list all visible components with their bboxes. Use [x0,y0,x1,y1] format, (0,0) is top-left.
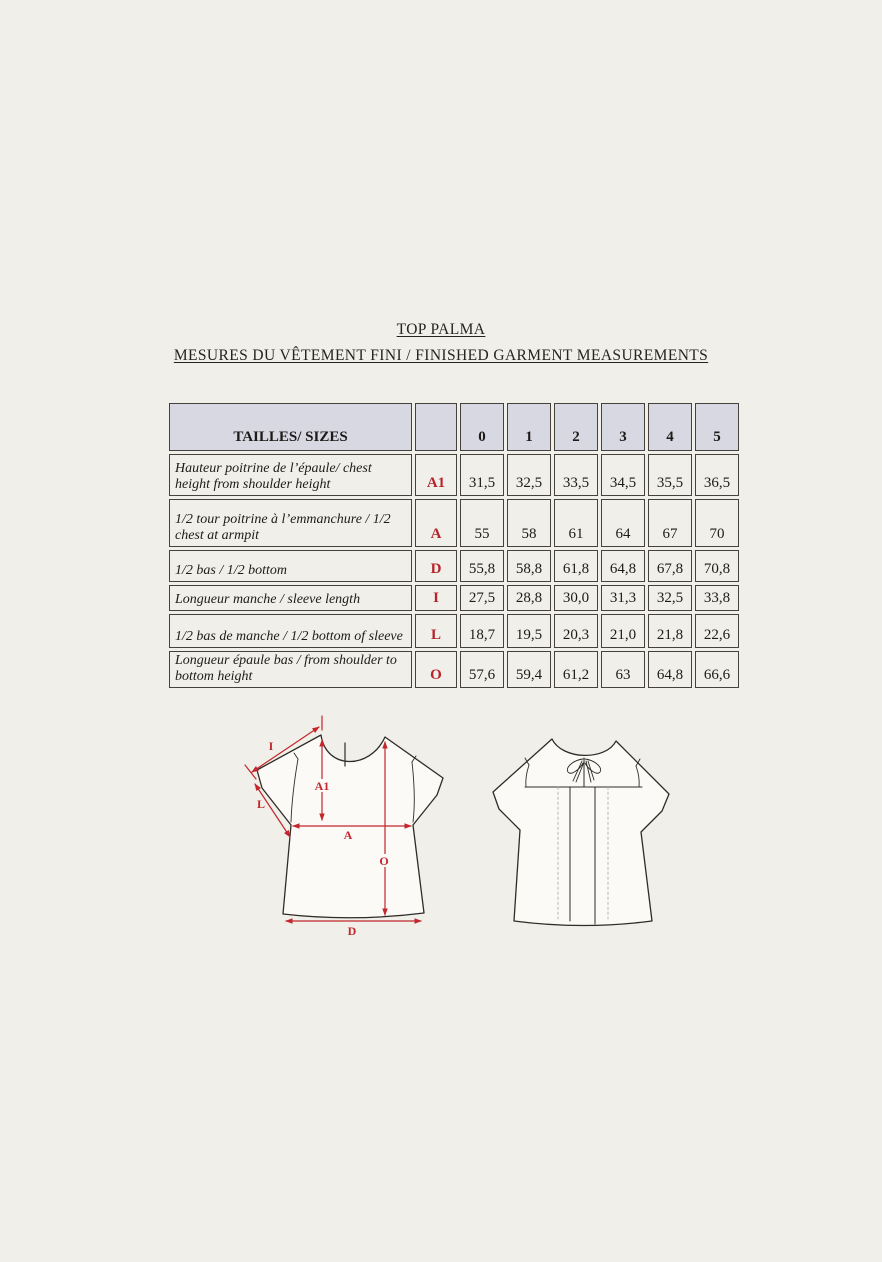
row-value: 61,8 [554,550,598,582]
measurement-label-A1: A1 [314,779,330,793]
back-garment-outline [493,739,669,926]
row-value: 70 [695,499,739,547]
row-value: 28,8 [507,585,551,611]
row-value: 55,8 [460,550,504,582]
row-value: 59,4 [507,651,551,688]
row-label: Longueur épaule bas / from shoulder to bottom height [169,651,412,688]
row-value: 58,8 [507,550,551,582]
row-value: 36,5 [695,454,739,496]
row-code: A1 [415,454,457,496]
header-code-blank [415,403,457,451]
row-value: 64,8 [601,550,645,582]
row-value: 58 [507,499,551,547]
row-value: 66,6 [695,651,739,688]
row-value: 31,3 [601,585,645,611]
header-size-0: 0 [460,403,504,451]
measurement-label-A: A [343,828,353,842]
row-value: 61 [554,499,598,547]
row-value: 33,5 [554,454,598,496]
header-size-4: 4 [648,403,692,451]
row-value: 19,5 [507,614,551,648]
row-label: Hauteur poitrine de l’épaule/ chest height from shoulder height [169,454,412,496]
row-value: 18,7 [460,614,504,648]
row-code: D [415,550,457,582]
table-row [169,499,739,547]
row-value: 67,8 [648,550,692,582]
row-value: 35,5 [648,454,692,496]
row-value: 67 [648,499,692,547]
table-row [169,651,739,688]
row-value: 64,8 [648,651,692,688]
row-value: 32,5 [648,585,692,611]
row-value: 32,5 [507,454,551,496]
header-sizes-label: TAILLES/ SIZES [169,403,412,451]
row-value: 61,2 [554,651,598,688]
row-value: 70,8 [695,550,739,582]
row-value: 55 [460,499,504,547]
row-code: L [415,614,457,648]
row-label: 1/2 tour poitrine à l’emmanchure / 1/2 chest at armpit [169,499,412,547]
row-code: I [415,585,457,611]
row-value: 27,5 [460,585,504,611]
back-view-drawing [478,708,688,938]
row-value: 21,8 [648,614,692,648]
row-value: 30,0 [554,585,598,611]
page-subtitle: MESURES DU VÊTEMENT FINI / FINISHED GARMENT MEASUREMENTS [173,347,709,364]
row-value: 22,6 [695,614,739,648]
row-value: 33,8 [695,585,739,611]
row-code: A [415,499,457,547]
extension-tick-sleeve [245,765,256,779]
table-row [169,585,739,611]
table-header-row [169,403,739,451]
table-row [169,454,739,496]
row-value: 34,5 [601,454,645,496]
row-code: O [415,651,457,688]
measurement-label-O: O [379,854,389,868]
row-value: 31,5 [460,454,504,496]
measurement-label-L: L [256,797,266,811]
measurements-table [166,400,742,691]
front-view-drawing [242,706,462,946]
header-size-5: 5 [695,403,739,451]
row-label: 1/2 bas de manche / 1/2 bottom of sleeve [169,614,412,648]
row-value: 21,0 [601,614,645,648]
row-value: 63 [601,651,645,688]
row-label: Longueur manche / sleeve length [169,585,412,611]
row-value: 64 [601,499,645,547]
header-size-1: 1 [507,403,551,451]
header-size-2: 2 [554,403,598,451]
measurement-label-I: I [268,739,274,753]
page-title: TOP PALMA [396,321,486,338]
header-size-3: 3 [601,403,645,451]
table-row [169,614,739,648]
row-value: 57,6 [460,651,504,688]
row-value: 20,3 [554,614,598,648]
measurement-label-D: D [347,924,357,938]
table-row [169,550,739,582]
row-label: 1/2 bas / 1/2 bottom [169,550,412,582]
